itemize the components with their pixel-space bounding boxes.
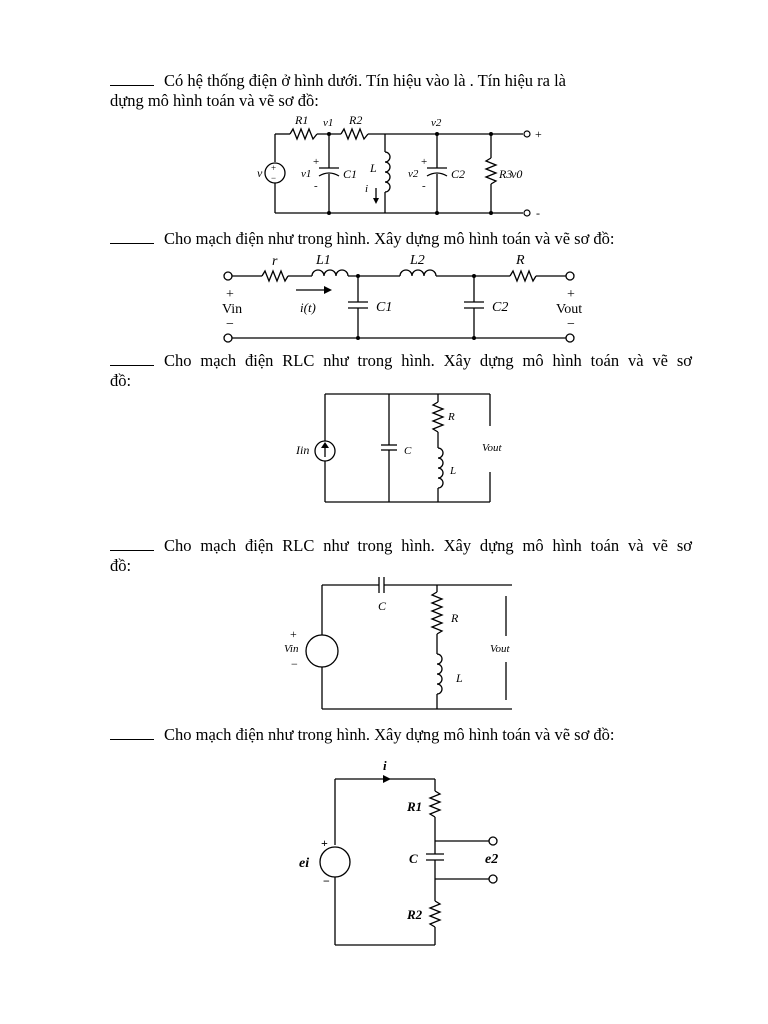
answer-blank[interactable] <box>110 70 154 86</box>
label-out-plus: + <box>535 127 542 141</box>
label-c1-plus: + <box>313 156 320 168</box>
answer-blank[interactable] <box>110 724 154 740</box>
label-vin: Vin <box>222 302 243 317</box>
question-3-line1: Cho mạch điện RLC như trong hình. Xây dựng mô hình toán và vẽ sơ <box>164 351 692 370</box>
label-r: R <box>451 611 459 625</box>
circuit-3 <box>296 388 502 513</box>
label-c: C <box>409 851 418 866</box>
label-c2-v: v2 <box>408 168 419 180</box>
label-vin-plus: + <box>226 287 234 302</box>
label-iin: Iin <box>296 443 310 457</box>
label-v1-top: v1 <box>323 117 334 129</box>
label-c2: C2 <box>492 300 509 315</box>
label-v0: v0 <box>511 167 523 181</box>
label-r: R <box>448 411 455 423</box>
label-c2-plus: + <box>421 156 428 168</box>
question-2-text <box>110 228 670 249</box>
label-vout: Vout <box>490 643 510 655</box>
question-5-line1: Cho mạch điện như trong hình. Xây dựng mô hình toán và vẽ sơ đồ: <box>164 725 615 744</box>
label-r2: R2 <box>349 113 363 127</box>
question-4-line1: Cho mạch điện RLC như trong hình. Xây dựng mô hình toán và vẽ sơ <box>164 536 692 555</box>
answer-blank[interactable] <box>110 228 154 244</box>
label-c: C <box>378 599 387 613</box>
label-l: L <box>370 161 377 175</box>
label-vin-minus: − <box>291 657 298 671</box>
label-c1: C1 <box>376 300 393 315</box>
label-ei: ei <box>299 856 310 871</box>
label-c1-minus: - <box>314 180 318 192</box>
label-c2: C2 <box>451 167 466 181</box>
question-3-line2: đồ: <box>110 371 132 390</box>
label-out-minus: - <box>536 206 540 220</box>
question-1-line2: dựng mô hình toán và vẽ sơ đồ: <box>110 91 319 110</box>
label-l: L <box>450 465 457 477</box>
label-r2: R2 <box>407 907 423 922</box>
label-e2: e2 <box>485 852 499 867</box>
label-vout: Vout <box>556 302 583 317</box>
label-r1: R1 <box>407 799 423 814</box>
label-v2-top: v2 <box>431 117 442 129</box>
label-l2: L2 <box>410 253 425 268</box>
label-rr: R <box>516 253 525 268</box>
circuit-4 <box>280 576 530 711</box>
question-4-text <box>110 535 692 576</box>
label-vin-plus: + <box>290 627 297 641</box>
svg-text:+: + <box>271 163 277 173</box>
label-i: i <box>383 758 387 773</box>
answer-blank[interactable] <box>110 535 154 551</box>
svg-text:−: − <box>271 173 277 183</box>
label-vin: Vin <box>284 643 299 655</box>
label-c2-minus: - <box>422 180 426 192</box>
circuit-1 <box>255 110 555 220</box>
label-c: C <box>404 445 412 457</box>
label-c1: C1 <box>343 167 358 181</box>
label-c1-v: v1 <box>301 168 312 180</box>
question-2-line1: Cho mạch điện như trong hình. Xây dựng mô hình toán và vẽ sơ đồ: <box>164 229 615 248</box>
label-it: i(t) <box>300 300 316 315</box>
label-l: L <box>456 671 463 685</box>
question-5-text <box>110 724 670 745</box>
circuit-5 <box>295 755 535 955</box>
label-r1: R1 <box>295 113 309 127</box>
label-i: i <box>365 183 369 195</box>
label-ei-plus: + <box>321 836 328 850</box>
question-4-line2: đồ: <box>110 556 132 575</box>
answer-blank[interactable] <box>110 350 154 366</box>
label-source-v: v <box>257 166 263 180</box>
label-ei-minus: − <box>323 874 330 888</box>
label-r: r <box>272 254 278 269</box>
label-vout-minus: − <box>567 317 575 332</box>
label-vout: Vout <box>482 442 502 454</box>
question-1-text <box>110 70 650 111</box>
label-vin-minus: − <box>226 317 234 332</box>
label-l1: L1 <box>316 253 331 268</box>
circuit-2 <box>220 248 590 348</box>
question-3-text <box>110 350 692 391</box>
question-1-line1: Có hệ thống điện ở hình dưới. Tín hiệu vào là . Tín hiệu ra là <box>164 71 567 90</box>
label-vout-plus: + <box>567 287 575 302</box>
label-r3: R3 <box>499 167 513 181</box>
